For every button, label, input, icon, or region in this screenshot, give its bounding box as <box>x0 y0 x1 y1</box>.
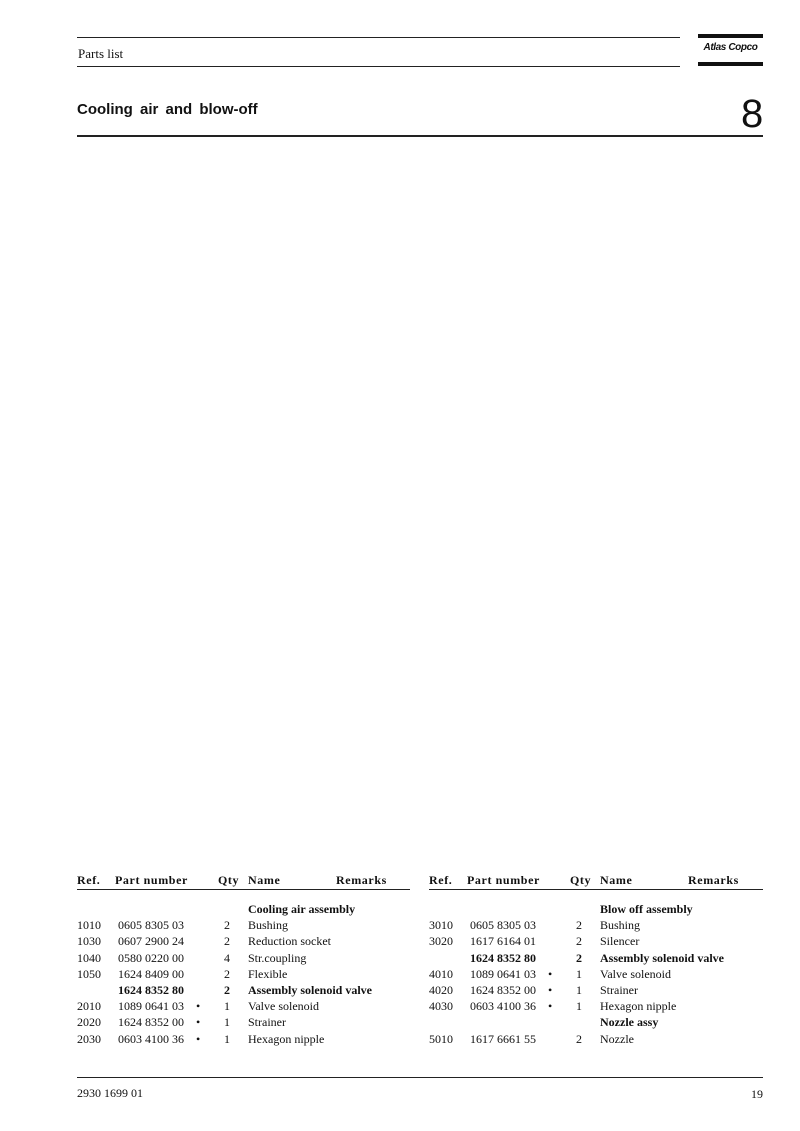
cell-part-number: 1624 8409 00 <box>118 966 184 981</box>
cell-name: Silencer <box>600 934 640 949</box>
cell-ref: 4030 <box>429 999 453 1014</box>
cell-part-number: 0603 4100 36 <box>470 999 536 1014</box>
header-top-rule <box>77 37 680 38</box>
logo-text: Atlas Copco <box>703 42 758 53</box>
table-row <box>77 1015 410 1031</box>
cell-qty: 2 <box>576 950 582 965</box>
cell-part-number: 1089 0641 03 <box>118 999 184 1014</box>
table-header-rule <box>429 889 763 890</box>
header-bottom-rule <box>77 66 680 67</box>
cell-qty: 1 <box>576 966 582 981</box>
table-row <box>429 983 762 999</box>
cell-bullet: • <box>196 1015 201 1030</box>
cell-ref: 2030 <box>77 1031 101 1046</box>
table-row <box>429 1015 762 1031</box>
cell-part-number: 1624 8352 00 <box>118 1015 184 1030</box>
cell-bullet: • <box>196 1031 201 1046</box>
cell-name: Strainer <box>248 1015 286 1030</box>
cell-ref: 2010 <box>77 999 101 1014</box>
cell-part-number: 0605 8305 03 <box>118 918 184 933</box>
doc-number: 2930 1699 01 <box>77 1086 143 1100</box>
section-title: Cooling air and blow-off <box>77 101 258 118</box>
section-rule <box>77 135 763 137</box>
cell-part-number: 1617 6164 01 <box>470 934 536 949</box>
page-number: 19 <box>751 1087 763 1101</box>
cell-ref: 1010 <box>77 918 101 933</box>
table-row <box>429 951 762 967</box>
cell-qty: 2 <box>576 918 582 933</box>
table-row <box>77 983 410 999</box>
col-qty: Qty <box>570 873 592 887</box>
col-ref: Ref. <box>77 873 101 887</box>
table-row <box>77 967 410 983</box>
cell-bullet: • <box>548 966 553 981</box>
cell-qty: 2 <box>224 983 230 997</box>
cell-qty: 2 <box>224 966 230 981</box>
cell-ref: 5010 <box>429 1031 453 1046</box>
table-row <box>429 902 762 918</box>
cell-part-number: 0605 8305 03 <box>470 918 536 933</box>
cell-ref: 3020 <box>429 934 453 949</box>
cell-part-number: 0603 4100 36 <box>118 1031 184 1046</box>
cell-name: Assembly solenoid valve <box>600 950 725 965</box>
cell-name: Reduction socket <box>248 934 331 949</box>
col-remarks: Remarks <box>336 873 387 887</box>
col-ref: Ref. <box>429 873 453 887</box>
cell-bullet: • <box>548 999 553 1014</box>
table-row <box>77 951 410 967</box>
cell-name: Flexible <box>248 966 288 981</box>
cell-name: Assembly solenoid valve <box>248 983 373 997</box>
cell-name: Hexagon nipple <box>600 999 677 1014</box>
col-part-number: Part number <box>467 873 540 887</box>
col-remarks: Remarks <box>688 873 739 887</box>
col-qty: Qty <box>218 873 240 887</box>
cell-part-number: 1624 8352 00 <box>470 983 536 997</box>
cell-ref: 4020 <box>429 983 453 997</box>
cell-name: Cooling air assembly <box>248 902 356 916</box>
cell-name: Hexagon nipple <box>248 1031 325 1046</box>
cell-name: Bushing <box>248 918 289 933</box>
cell-part-number: 1624 8352 80 <box>118 983 184 997</box>
col-part-number: Part number <box>115 873 188 887</box>
table-row <box>77 934 410 950</box>
cell-part-number: 0607 2900 24 <box>118 934 184 949</box>
cell-name: Valve solenoid <box>248 999 319 1014</box>
cell-part-number: 1624 8352 80 <box>470 950 536 965</box>
cell-ref: 1040 <box>77 950 101 965</box>
cell-qty: 1 <box>576 999 582 1014</box>
table-header-rule <box>77 889 410 890</box>
cell-qty: 1 <box>224 1015 230 1030</box>
doc-label: Parts list <box>78 46 124 61</box>
section-number: 8 <box>741 92 764 136</box>
col-name: Name <box>248 873 281 887</box>
cell-name: Bushing <box>600 918 641 933</box>
cell-ref: 2020 <box>77 1015 101 1030</box>
cell-name: Strainer <box>600 983 638 997</box>
cell-qty: 2 <box>224 918 230 933</box>
cell-qty: 2 <box>576 934 582 949</box>
cell-qty: 1 <box>224 1031 230 1046</box>
table-row <box>429 918 762 934</box>
cell-part-number: 1089 0641 03 <box>470 966 536 981</box>
cell-name: Nozzle assy <box>600 1015 659 1030</box>
cell-bullet: • <box>196 999 201 1014</box>
cell-name: Str.coupling <box>248 950 307 965</box>
cell-qty: 2 <box>576 1031 582 1046</box>
table-row <box>77 1032 410 1048</box>
footer-rule <box>77 1077 763 1078</box>
table-row <box>77 918 410 934</box>
cell-name: Blow off assembly <box>600 902 693 916</box>
table-row <box>429 967 762 983</box>
cell-ref: 4010 <box>429 966 453 981</box>
cell-ref: 1030 <box>77 934 101 949</box>
table-row <box>429 999 762 1015</box>
cell-qty: 1 <box>224 999 230 1014</box>
brand-logo <box>698 34 763 68</box>
cell-qty: 2 <box>224 934 230 949</box>
table-row <box>429 934 762 950</box>
cell-ref: 1050 <box>77 966 101 981</box>
cell-name: Nozzle <box>600 1031 634 1046</box>
col-name: Name <box>600 873 633 887</box>
cell-part-number: 1617 6661 55 <box>470 1031 536 1046</box>
table-row <box>429 1032 762 1048</box>
cell-name: Valve solenoid <box>600 966 671 981</box>
logo-bar-top <box>698 34 763 38</box>
table-row <box>77 999 410 1015</box>
cell-bullet: • <box>548 983 553 997</box>
logo-bar-bottom <box>698 62 763 66</box>
cell-qty: 4 <box>224 950 230 965</box>
table-row <box>77 902 410 918</box>
cell-part-number: 0580 0220 00 <box>118 950 184 965</box>
cell-ref: 3010 <box>429 918 453 933</box>
cell-qty: 1 <box>576 983 582 997</box>
